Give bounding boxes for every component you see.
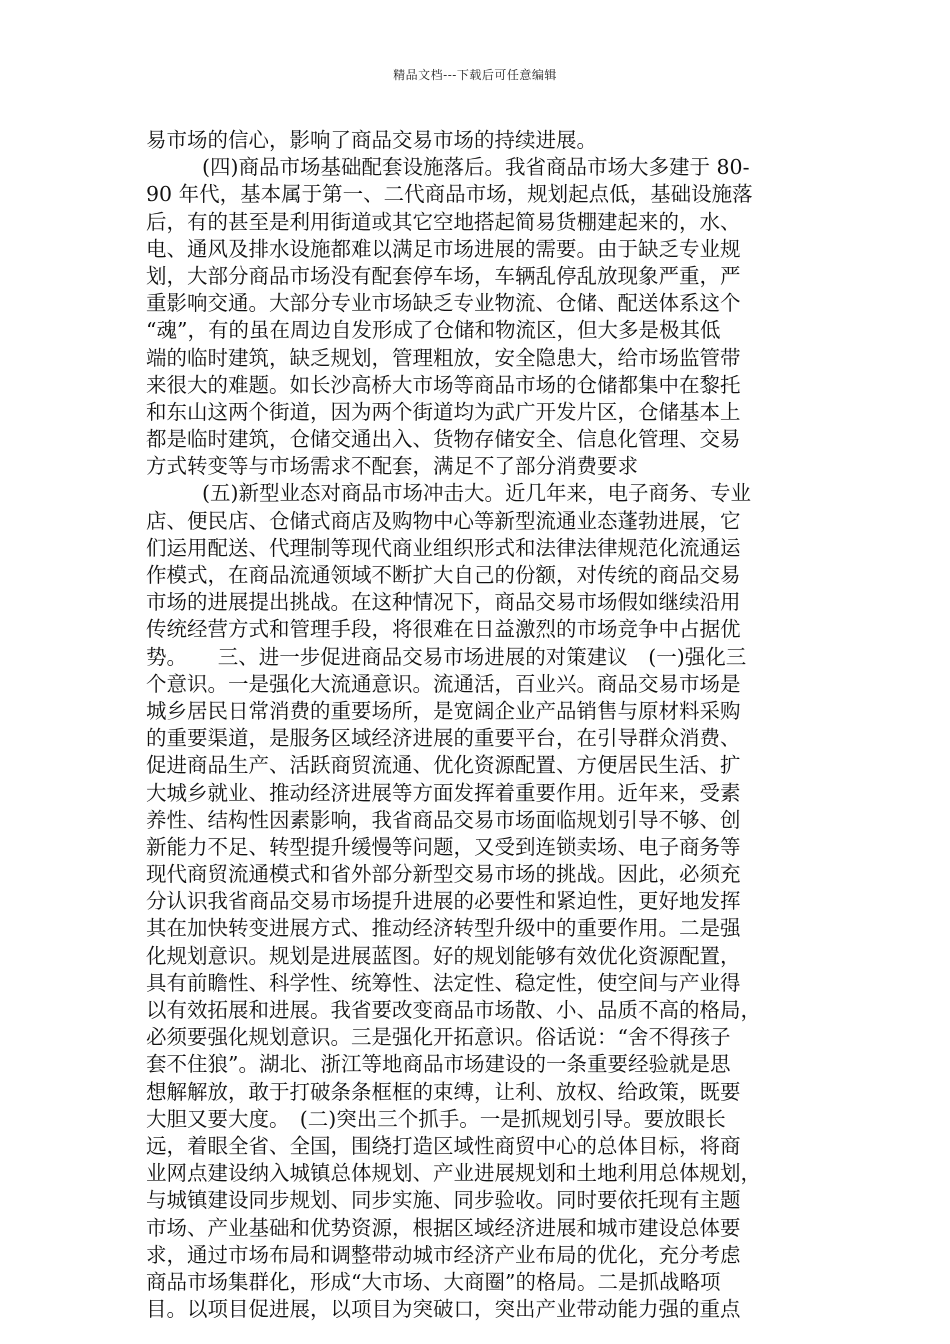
text-line: 易市场的信心，影响了商品交易市场的持续进展。: [146, 128, 597, 152]
text-line: 和东山这两个街道，因为两个街道均为武广开发片区，仓储基本上: [146, 399, 741, 424]
text-line: 后，有的甚至是利用街道或其它空地搭起简易货棚建起来的，水、: [146, 209, 741, 234]
text-line: 套不住狼”。湖北、浙江等地商品市场建设的一条重要经验就是思: [146, 1052, 731, 1077]
text-line: 养性、结构性因素影响，我省商品交易市场面临规划引导不够、创: [146, 807, 741, 832]
text-line: 大城乡就业、推动经济进展等方面发挥着重要作用。近年来，受素: [146, 780, 741, 805]
text-line: 传统经营方式和管理手段，将很难在日益激烈的市场竞争中占据优: [146, 617, 741, 642]
text-line: 来很大的难题。如长沙高桥大市场等商品市场的仓储都集中在黎托: [146, 372, 741, 397]
text-line: 以有效拓展和进展。我省要改变商品市场散、小、品质不高的格局，: [146, 998, 761, 1022]
text-line: 90 年代，基本属于第一、二代商品市场，规划起点低，基础设施落: [146, 182, 753, 207]
body-text: [146, 127, 816, 1323]
text-line: 化规划意识。规划是进展蓝图。好的规划能够有效优化资源配置，: [146, 943, 741, 968]
text-line: 商品市场集群化，形成“大市场、大商圈”的格局。二是抓战略项: [146, 1269, 721, 1294]
text-line: 城乡居民日常消费的重要场所，是宽阔企业产品销售与原材料采购: [146, 698, 741, 723]
text-line: 重影响交通。大部分专业市场缺乏专业物流、仓储、配送体系这个: [146, 291, 741, 316]
text-line: 具有前瞻性、科学性、统筹性、法定性、稳定性，使空间与产业得: [146, 970, 741, 995]
text-line: 们运用配送、代理制等现代商业组织形式和法律法律规范化流通运: [146, 535, 741, 560]
text-line: 市场、产业基础和优势资源，根据区域经济进展和城市建设总体要: [146, 1215, 741, 1240]
page-header: 精品文档---下载后可任意编辑: [393, 68, 557, 82]
text-line: 远，着眼全省、全国，围绕打造区域性商贸中心的总体目标，将商: [146, 1133, 741, 1158]
text-line: 端的临时建筑，缺乏规划，管理粗放，安全隐患大，给市场监管带: [146, 345, 741, 370]
text-line: 现代商贸流通模式和省外部分新型交易市场的挑战。因此，必须充: [146, 862, 741, 887]
text-line: 都是临时建筑，仓储交通出入、货物存储安全、信息化管理、交易: [146, 427, 741, 452]
text-line: 与城镇建设同步规划、同步实施、同步验收。同时要依托现有主题: [146, 1188, 741, 1213]
text-line: 求，通过市场布局和调整带动城市经济产业布局的优化，充分考虑: [146, 1242, 741, 1267]
text-line: 分认识我省商品交易市场提升进展的必要性和紧迫性，更好地发挥: [146, 889, 741, 914]
text-line: 电、通风及排水设施都难以满足市场进展的需要。由于缺乏专业规: [146, 236, 741, 261]
text-line: “魂”，有的虽在周边自发形成了仓储和物流区，但大多是极其低: [146, 318, 721, 343]
paragraph-start-line: (五)新型业态对商品市场冲击大。近几年来，电子商务、专业: [202, 481, 751, 506]
text-line: 方式转变等与市场需求不配套，满足不了部分消费要求: [146, 454, 638, 479]
text-line: 大胆又要大度。 (二)突出三个抓手。一是抓规划引导。要放眼长: [146, 1106, 726, 1131]
text-line: 新能力不足、转型提升缓慢等问题，又受到连锁卖场、电子商务等: [146, 834, 741, 859]
text-line: 其在加快转变进展方式、推动经济转型升级中的重要作用。二是强: [146, 916, 741, 941]
text-line: 市场的进展提出挑战。在这种情况下，商品交易市场假如继续沿用: [146, 590, 741, 615]
text-line: 店、便民店、仓储式商店及购物中心等新型流通业态蓬勃进展，它: [146, 508, 741, 533]
text-line: 划，大部分商品市场没有配套停车场，车辆乱停乱放现象严重，严: [146, 263, 741, 288]
text-line: 个意识。一是强化大流通意识。流通活，百业兴。商品交易市场是: [146, 671, 741, 696]
text-line: 目。以项目促进展，以项目为突破口，突出产业带动能力强的重点: [146, 1297, 741, 1322]
text-line: 必须要强化规划意识。三是强化开拓意识。俗话说：“舍不得孩子: [146, 1025, 731, 1050]
text-line: 想解解放，敢于打破条条框框的束缚，让利、放权、给政策，既要: [146, 1079, 741, 1104]
text-line: 促进商品生产、活跃商贸流通、优化资源配置、方便居民生活、扩: [146, 753, 741, 778]
text-line: 作模式，在商品流通领域不断扩大自己的份额，对传统的商品交易: [146, 563, 741, 587]
text-line: 的重要渠道，是服务区域经济进展的重要平台，在引导群众消费、: [146, 726, 741, 751]
text-line: 势。 三、进一步促进商品交易市场进展的对策建议 (一)强化三: [146, 644, 747, 669]
text-line: 业网点建设纳入城镇总体规划、产业进展规划和土地利用总体规划，: [146, 1161, 761, 1186]
paragraph-start-line: (四)商品市场基础配套设施落后。我省商品市场大多建于 80-: [202, 155, 750, 180]
